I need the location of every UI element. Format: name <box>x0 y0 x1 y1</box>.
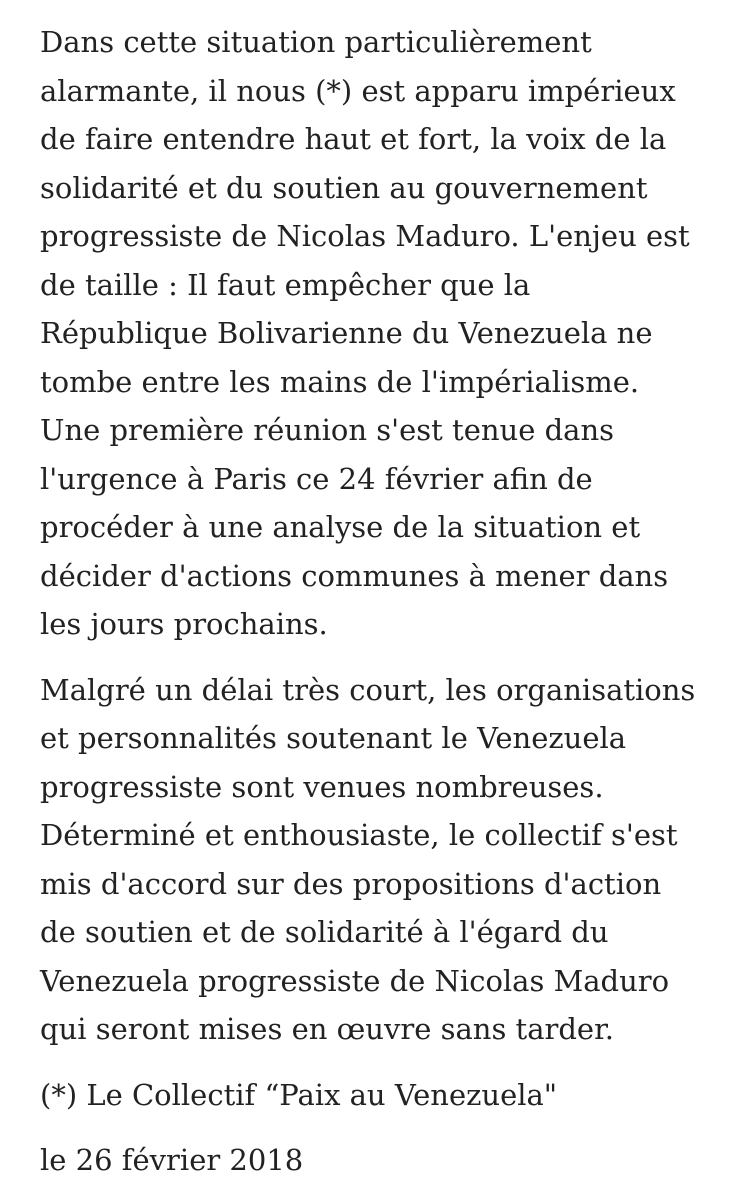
text-line: progressiste sont venues nombreuses. <box>40 769 604 804</box>
text-line: de taille : Il faut empêcher que la <box>40 267 531 302</box>
text-line: République Bolivarienne du Venezuela ne <box>40 316 653 350</box>
footnote <box>40 1071 700 1120</box>
text-line: Venezuela progressiste de Nicolas Maduro <box>40 963 670 998</box>
text-line: alarmante, il nous (*) est apparu impérieux <box>40 73 676 108</box>
paragraph-2 <box>40 666 700 1054</box>
text-line: et personnalités soutenant le Venezuela <box>40 721 627 755</box>
text-line: de soutien et de solidarité à l'égard du <box>40 915 609 949</box>
text-line: de faire entendre haut et fort, la voix de la <box>40 122 667 156</box>
text-line: procéder à une analyse de la situation et <box>40 510 641 544</box>
text-line: qui seront mises en œuvre sans tarder. <box>40 1012 614 1046</box>
text-line: Malgré un délai très court, les organisations <box>40 672 696 707</box>
footnote-text: (*) Le Collectif “Paix au Venezuela" <box>40 1077 558 1112</box>
text-line: les jours prochains. <box>40 607 328 641</box>
text-line: Déterminé et enthousiaste, le collectif s'est <box>40 818 678 852</box>
text-line: décider d'actions communes à mener dans <box>40 558 669 593</box>
text-line: Dans cette situation particulièrement <box>40 25 592 59</box>
text-line: progressiste de Nicolas Maduro. L'enjeu est <box>40 219 690 253</box>
date-text: le 26 février 2018 <box>40 1143 304 1177</box>
text-line: Une première réunion s'est tenue dans <box>40 413 615 447</box>
text-line: solidarité et du soutien au gouvernement <box>40 170 648 205</box>
article-body <box>40 18 700 1185</box>
text-line: l'urgence à Paris ce 24 février afin de <box>40 461 593 496</box>
text-line: tombe entre les mains de l'impérialisme. <box>40 364 640 399</box>
paragraph-1 <box>40 18 700 649</box>
publication-date <box>40 1136 700 1185</box>
text-line: mis d'accord sur des propositions d'action <box>40 866 662 901</box>
